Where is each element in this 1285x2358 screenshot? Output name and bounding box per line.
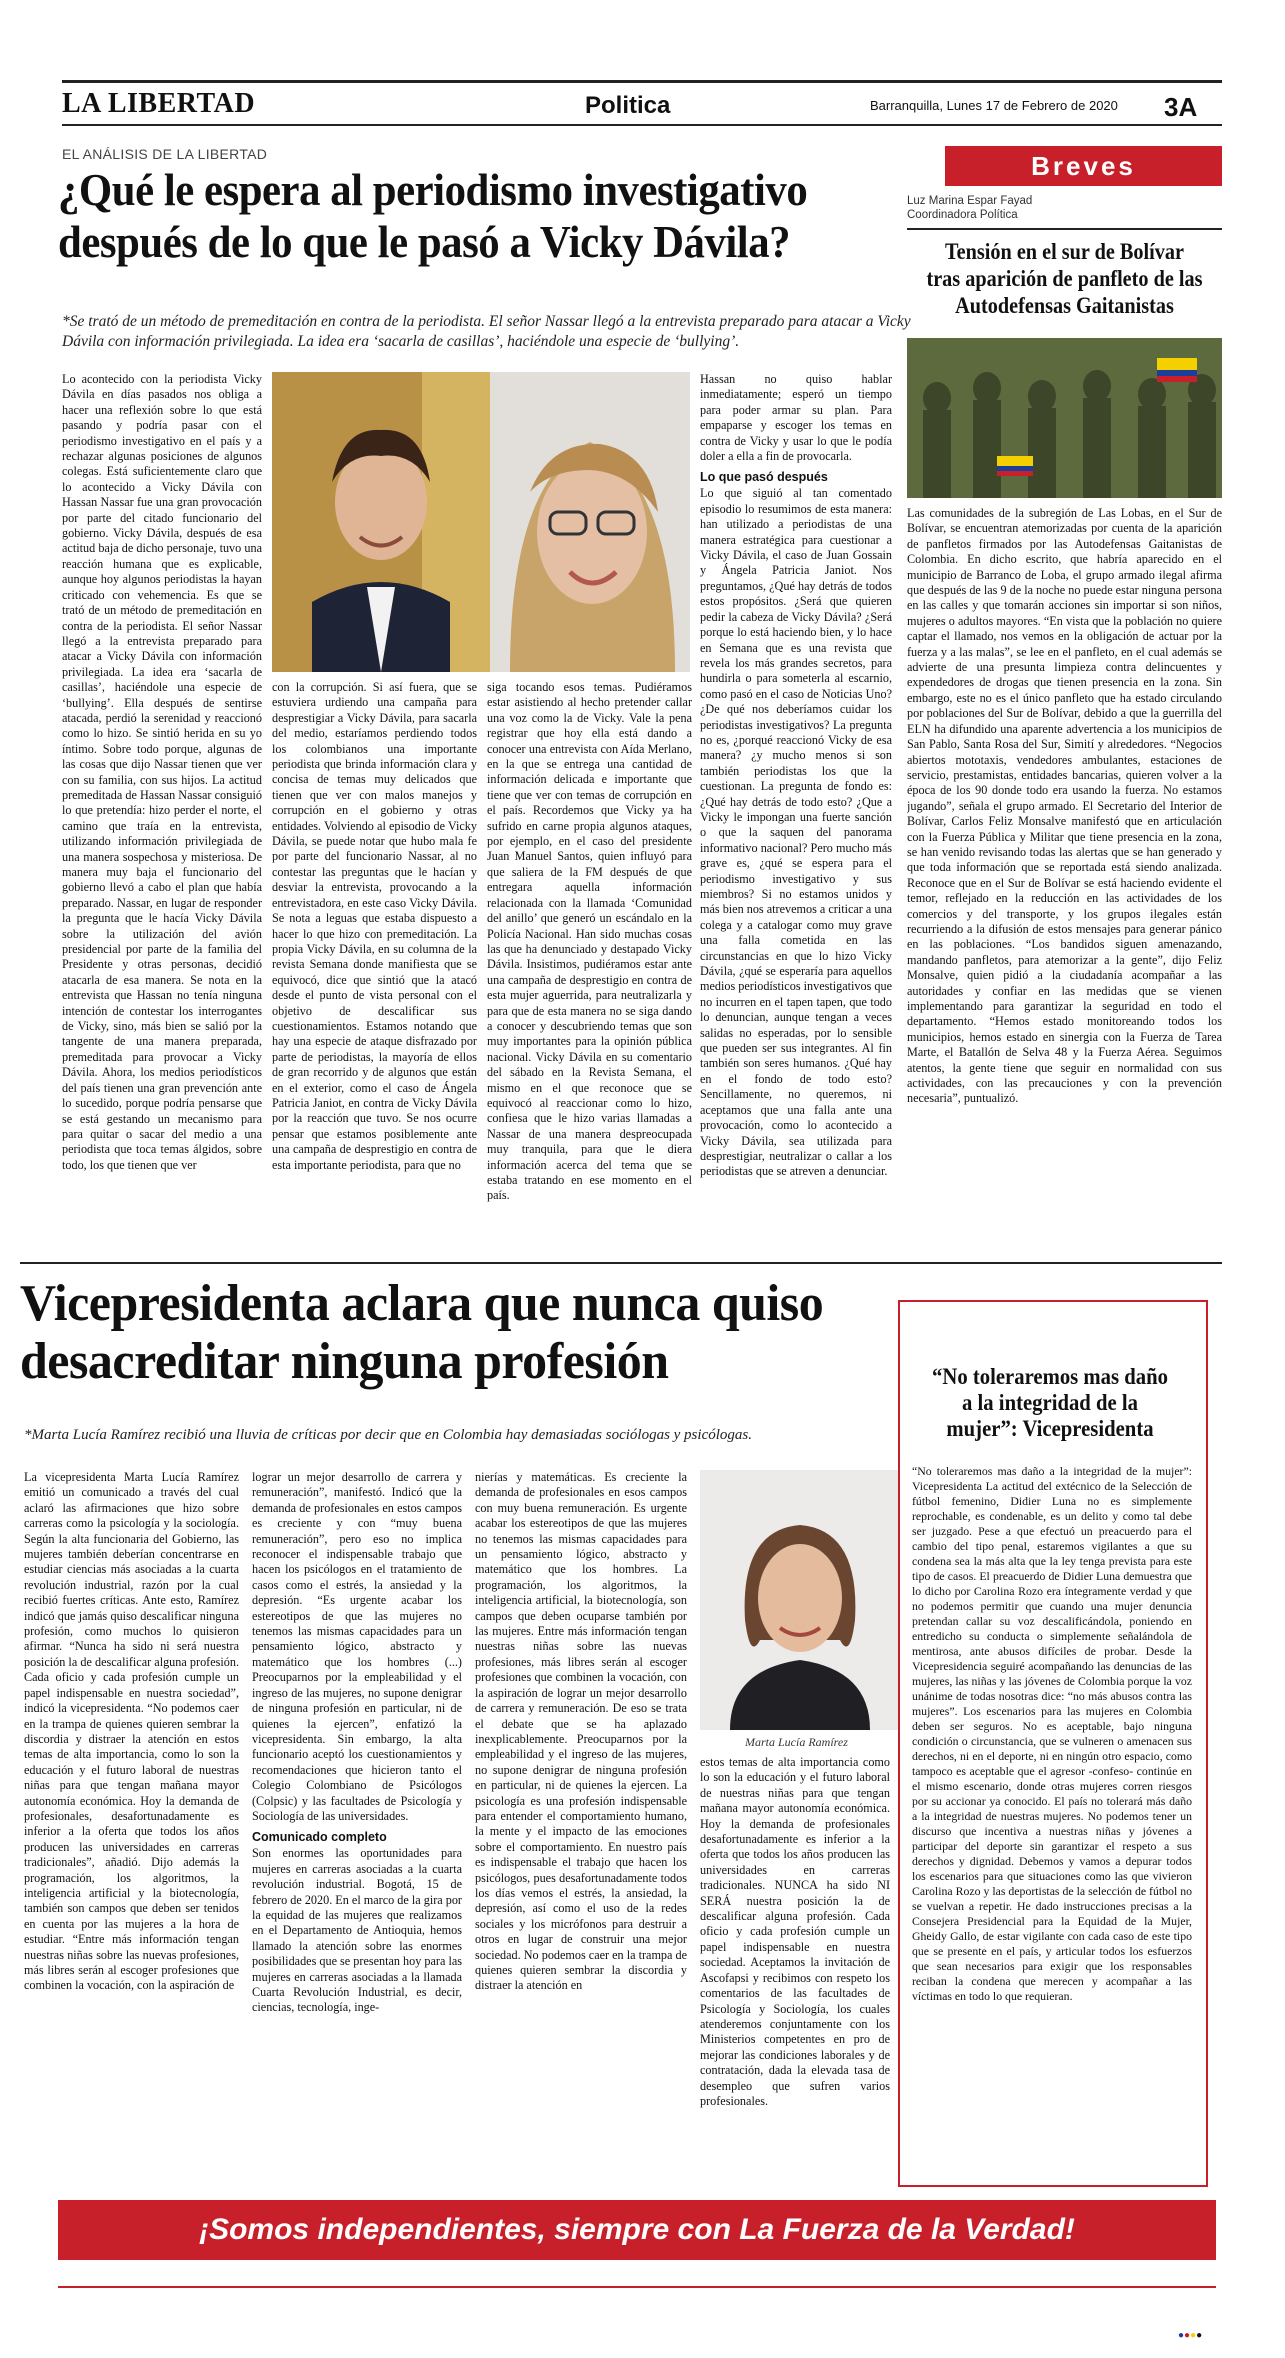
photo-vicky-davila: [490, 372, 690, 672]
breves-byline: [907, 194, 1032, 222]
section-divider: [20, 1262, 1222, 1264]
masthead-top-rule: [62, 80, 1222, 83]
footer-rule: [58, 2286, 1216, 2288]
article1-column-1: [62, 372, 262, 1260]
article2-column-3: [475, 1470, 687, 2185]
article1-col2-text: con la corrupción. Si así fuera, que se estuviera urdiendo una campaña para desprestigiar a Vicky Dávila, para sacarla del medio, estaríamos perdiendo todos los colombianos una importante periodista que brinda información clara y concisa de temas muy delicados que tienen que ver con malos manejos y corrupción en el gobierno y otras entidades. Volviendo al episodio de Vicky Dávila, se puede notar que hubo mala fe por parte del funcionario Nassar, al no contestar las preguntas que le hacían y desviar la entrevista, provocando a la entrevistadora, en este caso Vicky Dávila. Se nota a leguas que estaba dispuesto a hacer lo que hizo con premeditación. La propia Vicky Dávila, en su columna de la revista Semana donde manifiesta que se equivocó, dice que sintió que la atacó desde el punto de vista personal con el objetivo de descalificar sus cuestionamientos. Estamos notando que hay una especie de ataque disfrazado por parte de periodistas, la mayoría de ellos de gran recorrido y de algunos que están en el exterior, como el caso de Ángela Patricia Janiot, en contra de Vicky Dávila por la reacción que tuvo. Se nos ocurre pensar que estamos posiblemente ante una campaña de desprestigio en contra de esta importante periodista, para que no: [272, 680, 477, 1172]
breves-label: Breves: [945, 146, 1222, 186]
vicepresidenta-box-text: “No toleraremos mas daño a la integridad de la mujer”: Vicepresidenta La actitud del extécnico de la Selección de fútbol femenino, Didier Luna no es simplemente reprochable, es condenable, es un delito y como tal debe ser juzgado. Pese a que efectuó un preacuerdo para el cambio del tipo penal, estaremos vigilantes a que su condena sea la más alta que la ley tenga prevista para este tipo de casos. El preacuerdo de Didier Luna demuestra que lo dicho por Carolina Rozo era íntegramente verdad y que no podemos permitir que cuando una mujer denuncia pretendan callar su voz descalificándola, poniendo en entredicho su conducta o simplemente señalándola de mentirosa, ante abusos difíciles de probar. Desde la Vicepresidencia seguiré acompañando las denuncias de las mujeres, las niñas y las jóvenes de Colombia porque la voz unánime de todas nosotras dice: “no más abusos contra las mujeres”. Los escenarios para las mujeres en Colombia deben ser seguros. No es aceptable, bajo ninguna condición o circunstancia, que se vulneren o amenacen sus derechos, ni en el deporte, ni en ningún otro espacio, como tampoco es aceptable que el agresor -confeso- continúe en el mismo escenario, donde otras mujeres corren riesgos por su accionar ya conocido. El país no tolerará más daño a la integridad de nuestras mujeres. No podemos tener un discurso que incentiva a nuestras niñas y jóvenes a participar del deporte sin garantizar el respeto a sus derechos y dignidad. Debemos y vamos a depurar todos los escenarios para que situaciones como las que vivieron Carolina Rozo y las deportistas de la selección de fútbol no se vuelvan a repetir. He dado instrucciones precisas a la Consejera Presidencial para la Equidad de la Mujer, Gheidy Gallo, de estar vigilante con cada caso de este tipo que se presente en el país, y articular todos los esfuerzos que sean necesarios para exigir que los responsables reciban la condena que merecen y acompañar a las víctimas en todo lo que requieran.: [912, 1464, 1192, 2003]
vicepresident-portrait-illustration: [700, 1470, 900, 1730]
masthead-bottom-rule: [62, 124, 1222, 126]
photo-marta-lucia-ramirez: [700, 1470, 900, 1730]
article2-column-4: [700, 1755, 890, 2185]
photo-troops: [907, 338, 1222, 498]
breves-author-role: Coordinadora Política: [907, 209, 1018, 221]
article2-column-1: [24, 1470, 239, 2185]
newspaper-name: LA LIBERTAD: [62, 88, 256, 119]
article1-subhead: Lo que pasó después: [700, 470, 828, 485]
section-name: Politica: [585, 92, 671, 119]
photo-hassan-nassar: [272, 372, 490, 672]
article2-headline: Vicepresidenta aclara que nunca quiso desacreditar ninguna profesión: [20, 1275, 824, 1390]
vicepresidenta-box-headline: “No toleraremos mas daño a la integridad de la mujer”: Vicepresidenta: [932, 1364, 1168, 1441]
article1-kicker: EL ANÁLISIS DE LA LIBERTAD: [62, 146, 268, 162]
article2-deck: *Marta Lucía Ramírez recibió una lluvia de críticas por decir que en Colombia hay demasiadas sociólogas y psicólogas.: [24, 1427, 752, 1443]
article1-deck: *Se trató de un método de premeditación en contra de la periodista. El señor Nassar llegó a la entrevista preparado para atacar a Vicky Dávila con información privilegiada. La idea era ‘sacarla de casillas’, haciéndole una especie de ‘bullying’.: [62, 313, 911, 350]
breves-rule: [907, 228, 1222, 230]
breves-body-text: Las comunidades de la subregión de Las Lobas, en el Sur de Bolívar, se encuentran atemorizadas por cuenta de la aparición de panfletos firmados por las Autodefensas Gaitanistas de Colombia. En dicho escrito, que habría aparecido en el municipio de Barranco de Loba, el grupo armado ilegal afirma que después de las 9 de la noche no puede estar ninguna persona en las calles y que tomarán acciones sin importar si son niños, mujeres o adultos mayores. “En vista que la población no quiere captar el llamado, nos vemos en la obligación de actuar por la fuerza y a las malas”, se lee en el panfleto, en el cual además se advierte de una presunta limpieza contra delincuentes y expendedores de drogas que tienen presencia en la zona. Sin embargo, este no es el único panfleto que ha estado circulando por poblaciones del Sur de Bolívar, debido a que la guerrilla del ELN ha difundido una aparente advertencia a los municipios de San Pablo, Santa Rosa del Sur, Simití y alrededores. “Negocios abiertos mototaxis, vendedores ambulantes, estaciones de servicio, prestamistas, entidades bancarias, quieren volver a la época de los 90 donde todo era usando la fuerza. No estamos jugando”, señala el grupo armado. El Secretario del Interior de Bolívar, Carlos Feliz Monsalve manifestó que en articulación con la Fuerza Pública y Militar que tiene presencia en la zona, se han venido revisando todas las alertas que se han generado y que toda información que se reportada está siendo analizada. Reconoce que en el Sur de Bolívar se está haciendo evidente el temor, reflejado en la reducción en las actividades de los comercios y del transporte, y los grupos ilegales están recurriendo a la difusión de estos mensajes para generar pánico en las poblaciones. “Los bandidos siguen amenazando, mandando panfletos, para atemorizar a la gente”, dijo Feliz Monsalve, quien pidió a la ciudadanía acompañar a las autoridades y confiar en las medidas que se vienen implementando para garantizar la seguridad en todo el departamento. “Hemos estado monitoreando todos los municipios, hemos estado en sinergia con la Fuerza de Tarea Marte, el Batallón de Selva 48 y la Fuerza Aérea. Seguimos atentos, la gente tiene que seguir en normalidad con sus actividades, con las precauciones y con la prevención necesaria”, puntualizó.: [907, 506, 1222, 1106]
article1-col1-text: Lo acontecido con la periodista Vicky Dávila en días pasados nos obliga a hacer una reflexión sobre lo que está pasando y podría pasar con el periodismo investigativo en el país y a rechazar algunas posiciones de algunos colegas. Está suficientemente claro que lo acontecido a Vicky Dávila con Hassan Nassar fue una gran provocación por parte del citado funcionario del gobierno. Vicky Dávila, después de esa actitud baja de dicho personaje, tuvo una reacción humana que es explicable, aunque hoy algunos periodistas la hayan criticado con vehemencia. Es que se trató de un método de premeditación en contra de la periodista. El señor Nassar llegó a la entrevista preparado para atacar a Vicky Dávila con información privilegiada. La idea era ‘sacarla de casillas’, haciéndole una especie de ‘bullying’. Ella después de sentirse atacada, perdió la serenidad y reaccionó como lo hizo. Se sintió herida en su yo íntimo. Sobre todo porque, algunas de las cosas que dijo Nassar tienen que ver con su familia, con sus hijos. La actitud premeditada de Hassan Nassar consiguió lo que pretendía: hizo perder el norte, el camino que traía en la entrevista, utilizando información privilegiada de una manera sospechosa y misteriosa. De manera muy baja el funcionario del gobierno llevó a cabo el plan que había preparado. Nassar, en lugar de responder la pregunta que le hacía Vicky Dávila sobre la utilización del avión presidencial por parte de la familia del Presidente y otras personas, decidió atacarla de esa manera. Se nota en la entrevista que Hassan no tenía ninguna intención de contestar los interrogantes de Vicky, sino, más bien se salió por la tangente de una manera preparada, premeditada para provocar a Vicky Dávila. Ahora, los medios periodísticos del país tienen una gran prevención ante lo sucedido, porque podría pensarse que se está gestando un mecanismo para para quitar o sacar del medio a una periodista que toca temas álgidos, sobre todo, los que tienen que ver: [62, 372, 262, 1172]
article2-col3-text: nierías y matemáticas. Es creciente la demanda de profesionales en esos campos con muy buena remuneración. Es urgente acabar los estereotipos de que las mujeres no tenemos las mismas capacidades para un pensamiento lógico, abstracto y matemático que los hombres. La programación, los algoritmos, la inteligencia artificial, la biotecnología, son campos que deben ocuparse también por las mujeres. Entre más información tengan nuestras niñas sobre las nuevas profesiones, más libres serán al escoger profesiones que combinen la vocación, con la aspiración de lograr un mejor desarrollo de carrera y remuneración. De eso se trata el debate que se ha aplazado inexplicablemente. Preocuparnos por la empleabilidad y el ingreso de las mujeres, no supone denigrar de ninguna profesión en particular, ni de quienes la ejercen. La psicología es una profesión indispensable para entender el comportamiento humano, la mente y el impacto de las emociones sobre el comportamiento. En nuestro país es indispensable el trabajo que hacen los psicólogos, pues desafortunadamente todos los días vemos el estrés, la ansiedad, la depresión, así como el uso de la redes sociales y los micrófonos para destruir a otros en lugar de construir una mejor sociedad. No podemos caer en la trampa de quienes quieren sembrar la discordia y distraer la atención en: [475, 1470, 687, 1993]
article1-column-3: [487, 680, 692, 1260]
article1-headline: ¿Qué le espera al periodismo investigativo después de lo que le pasó a Vicky Dávila?: [58, 164, 808, 267]
breves-headline: Tensión en el sur de Bolívar tras aparición de panfleto de las Autodefensas Gaitanistas: [926, 239, 1203, 318]
article2-subhead: Comunicado completo: [252, 1830, 387, 1845]
breves-author-name: Luz Marina Espar Fayad: [907, 195, 1033, 207]
page-number: 3A: [1164, 92, 1198, 122]
article2-column-2: [252, 1470, 462, 2185]
troops-illustration: [907, 338, 1222, 498]
woman-portrait-illustration: [490, 372, 690, 672]
man-portrait-illustration: [272, 372, 490, 672]
photo-caption: Marta Lucía Ramírez: [745, 1735, 848, 1749]
article2-col2b-text: Son enormes las oportunidades para mujeres en carreras asociadas a la cuarta revolución industrial. Bogotá, 15 de febrero de 2020. En el marco de la gira por la equidad de las mujeres que realizamos en el Departamento de Antioquia, hemos llamado la atención sobre las enormes posibilidades que se presentan hoy para las mujeres en carreras asociadas a la llamada Cuarta Revolución Industrial, es decir, ciencias, tecnología, inge-: [252, 1846, 462, 2015]
article2-col4-text: estos temas de alta importancia como lo son la educación y el futuro laboral de nuestras niñas para que tengan mañana mayor autonomía económica. Hoy la demanda de profesionales desafortunadamente es inferior a la oferta que todos los años producen las universidades en carreras tradicionales. NUNCA ha sido NI SERÁ nuestra posición la de descalificar alguna profesión. Cada oficio y cada profesión cumple un papel indispensable en nuestra sociedad. Aceptamos la invitación de Ascofapsi y recibimos con respeto los comentarios de las facultades de Psicología y Sociología, los cuales atenderemos conjuntamente con los Ministerios competentes en pro de mejorar las condiciones laborales y de contratación, dada la elevada tasa de desempleo que sufren varios profesionales.: [700, 1755, 890, 2108]
color-registration-mark: ●●●●: [1178, 2330, 1203, 2341]
article2-col2-text: lograr un mejor desarrollo de carrera y remuneración”, manifestó. Indicó que la demanda de profesionales en estos campos es creciente y con “muy buena remuneración”, pero eso no implica reconocer el indispensable trabajo que hacen los psicólogos en el tratamiento de casos como el estrés, la ansiedad y la depresión. “Es urgente acabar los estereotipos de que las mujeres no tenemos las mismas capacidades para un pensamiento lógico, abstracto y matemático que los hombres (...) Preocuparnos por la empleabilidad y el ingreso de las mujeres, no supone denigrar de ninguna profesión en particular, ni de quienes la ejercen”, enfatizó la vicepresidenta. Sin embargo, la alta funcionario aceptó los cuestionamientos y recomendaciones que hicieron tanto el Colegio Colombiano de Psicólogos (Colpsic) y las facultades de Psicología y Sociología de las universidades.: [252, 1470, 462, 1823]
issue-date: Barranquilla, Lunes 17 de Febrero de 2020: [870, 98, 1118, 113]
vicepresidenta-box-body: [912, 1464, 1192, 2174]
breves-body: [907, 506, 1222, 1236]
article1-column-4: [700, 372, 892, 1260]
article1-col4b-text: Lo que siguió al tan comentado episodio lo resumimos de esta manera: han utilizado a periodistas de una manera estratégica para cuestionar a Vicky Dávila, el caso de Juan Gossain y Ángela Patricia Janiot. Nos preguntamos, ¿Qué hay detrás de todos estos propósitos. ¿Será que quieren pedir la cabeza de Vicky Dávila? ¿Será porque lo está haciendo bien, y lo hace en Semana que es una revista que revela los más grandes secretos, para hundirla o para someterla al escarnio, como pasó en el caso de Noticias Uno? ¿De qué nos deberíamos cuidar los periodistas investigativos? La pregunta no es, ¿porqué reaccionó Vicky de esa manera? ¿y mucho menos si son también periodistas los que la cuestionan. La pregunta de fondo es: ¿Qué hay detrás de todo esto? ¿Que a Vicky le impongan una fuerte sanción o que la saquen del panorama informativo nacional? Pero mucho más grave es, ¿qué se espera para el periodismo investigativo y sus miembros? Si no estamos unidos y más bien nos atrevemos a criticar a una colega y a catalogar como muy grave una falla cometida en las circunstancias en que lo hizo Vicky Dávila, ¿qué se esperaría para aquellos medios periodísticos investigativos que no incurren en el tapen tapen, que todo lo denuncian, aunque tengan a veces salidas no esperadas, por lo sensible que pueden ser sus integrantes. Al fin también son seres humanos. ¿Qué hay en el fondo de todo esto? Sencillamente, no queremos, ni aceptamos que una falla ante una provocación, como lo acontecido a Vicky Dávila, sea utilizada para desprestigiar, neutralizar o callar a los periodistas que se atreven a denunciar.: [700, 486, 892, 1179]
article1-col3-text: siga tocando esos temas. Pudiéramos estar asistiendo al hecho pretender callar una voz como la de Vicky. Vale la pena registrar que hoy ella está dando a conocer una entrevista con Aída Merlano, en la que se entrega una cantidad de información delicada e importante que tiene que ver con temas de corrupción en el país. Recordemos que Vicky ya ha sufrido en carne propia algunos ataques, por ejemplo, en el caso del presidente Juan Manuel Santos, quien influyó para que saliera de la FM después de que entregara aquella información relacionada con la llamada ‘Comunidad del anillo’ que generó un escándalo en la Policía Nacional. Han sido muchas cosas las que ha denunciado y destapado Vicky Dávila. Insistimos, pudiéramos estar ante una campaña de desprestigio en contra de esta mujer aguerrida, para neutralizarla y para que de esta manera no se siga dando a conocer y descubriendo temas que son muy importantes para la opinión pública nacional. Vicky Dávila en su comentario del sábado en la Revista Semana, el mismo en el que reconoce que se equivocó al reaccionar como lo hizo, confiesa que le hizo varias llamadas a Nassar de una manera despreocupada muy tranquila, para que le diera información acerca del tema que se estaba tratando en ese momento en el país.: [487, 680, 692, 1203]
slogan-banner: ¡Somos independientes, siempre con La Fuerza de la Verdad!: [58, 2200, 1216, 2260]
article2-col1-text: La vicepresidenta Marta Lucía Ramírez emitió un comunicado a través del cual aclaró las afirmaciones que hizo sobre carreras como la psicología y la sociología. Según la alta funcionaria del Gobierno, las mujeres también deberían concentrarse en estudiar ciencias más asociadas a la cuarta revolución industrial, razón por la cual recibió fuertes críticas. Ante esto, Ramírez indicó que jamás quiso descalificar ninguna profesión, como muchos lo quisieron afirmar. “Nunca ha sido ni será nuestra posición la de descalificar alguna profesión. Cada oficio y cada profesión cumple un papel indispensable en nuestra sociedad”, indicó la vicepresidenta. “No podemos caer en la trampa de quienes quieren sembrar la discordia y distraer la atención en estos temas de alta importancia, como lo son la educación y el futuro laboral de nuestras niñas para que tengan mañana mayor autonomía económica. Hoy la demanda de profesionales, desafortunadamente es inferior a la oferta que todos los años producen las universidades en carreras tradicionales”, añadió. Dijo además la programación, los algoritmos, la inteligencia artificial y la biotecnología, también son campos que deben ser tenidos en cuenta por las mujeres a la hora de estudiar. “Entre más información tengan nuestras niñas sobre las nuevas profesiones, más libres serán al escoger profesiones que combinen la vocación, con la aspiración de: [24, 1470, 239, 1993]
article1-column-2: [272, 680, 477, 1260]
article1-col4a-text: Hassan no quiso hablar inmediatamente; esperó un tiempo para poder armar su plan. Para empaparse y escoger los temas en contra de Vicky y usar lo que le podía doler a ella a fin de provocarla.: [700, 372, 892, 464]
